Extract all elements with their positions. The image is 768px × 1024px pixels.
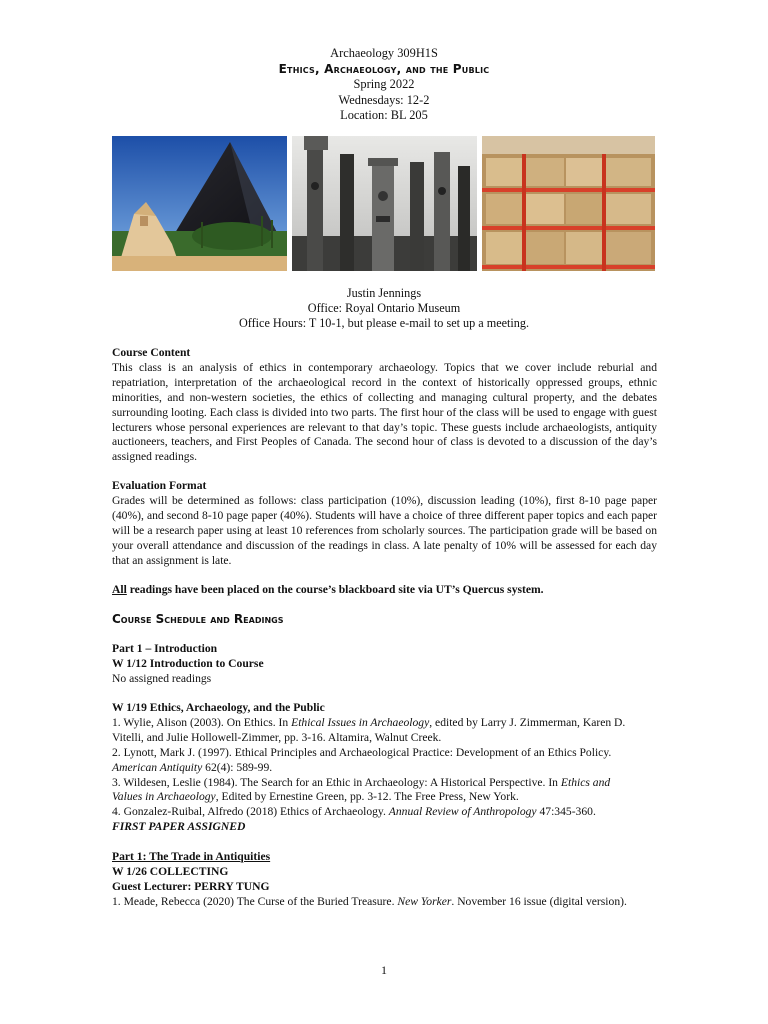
instructor-office: Office: Royal Ontario Museum [307,301,461,316]
part2-block [112,850,657,910]
week-1-19-title: W 1/19 Ethics, Archaeology, and the Public [112,701,325,714]
course-content-section [112,346,657,465]
part1-block [112,642,657,687]
reading-wylie-c: Vitelli, and Julie Hollowell-Zimmer, pp. 3-16. Altamira, Walnut Creek. [112,730,442,744]
reading-wylie-b: , edited by Larry J. Zimmerman, Karen D. [429,715,626,729]
guest-lecturer: Guest Lecturer: PERRY TUNG [112,879,270,893]
readings-notice-text: readings have been placed on the course’s blackboard site via UT’s Quercus system. [126,583,544,596]
part1-title: Part 1 – Introduction [112,642,218,655]
course-content-text: This class is an analysis of ethics in contemporary archaeology. Topics that we cover include reburial and repatriation, interpretation of the archaeological record in the context of historically oppressed groups, ethnic minorities, and non-western societies, the ethics of collecting and managing cultural property, and the debates surrounding looting. Each class is divided into two parts. The first hour of the class will be used to engage with guest lecturers whose personal experiences are relevant to that day’s topic. These guests include archaeologists, antiquity auctioneers, teachers, and First Peoples of Canada. The second hour of class is devoted to a discussion of the day’s assigned readings. [112,360,657,464]
page-number: 1 [381,963,387,977]
course-header [0,46,768,124]
reading-lynott-journal: American Antiquity [112,760,203,774]
archive-boxes-shelves-photo [482,136,655,271]
reading-wildesen-title-2: Values in Archaeology [112,790,216,804]
reading-meade-a: 1. Meade, Rebecca (2020) The Curse of the Buried Treasure. [112,894,398,908]
evaluation-section [112,479,657,568]
readings-notice-all: All [112,583,127,596]
course-title: Ethics, Archaeology, and the Public [278,61,490,76]
instructor-office-hours: Office Hours: T 10-1, but please e-mail to set up a meeting. [238,316,530,331]
week-1-26-title: W 1/26 COLLECTING [112,864,229,878]
course-schedule: Wednesdays: 12-2 [338,92,430,107]
reading-wildesen-2 [112,790,657,805]
week-1-12-title: W 1/12 Introduction to Course [112,656,264,670]
readings-notice [112,583,657,598]
reading-wildesen-title-1: Ethics and [560,775,611,789]
reading-wildesen-b: , Edited by Ernestine Green, pp. 3-12. The Free Press, New York. [215,790,519,804]
evaluation-heading: Evaluation Format [112,479,207,492]
reading-lynott [112,761,657,776]
schedule-heading: Course Schedule and Readings [112,612,284,626]
reading-wildesen-a: 3. Wildesen, Leslie (1984). The Search for an Ethic in Archaeology: A Historical Perspective. In [112,775,561,789]
course-code: Archaeology 309H1S [330,46,438,60]
reading-wylie-a: 1. Wylie, Alison (2003). On Ethics. In [112,715,292,729]
reading-gonzalez-a: 4. Gonzalez-Ruibal, Alfredo (2018) Ethics of Archaeology. [112,805,389,819]
evaluation-text: Grades will be determined as follows: class participation (10%), discussion leading (10%), first 8-10 page paper (40%), and second 8-10 page paper (40%). Students will have a choice of three different paper topics and each paper will be a research paper using at least 10 references from scholarly sources. The participation grade will be based on your overall attendance and discussion of the readings in class. A late penalty of 10% will be assessed for each day that an assignment is late. [112,493,657,567]
course-content-heading: Course Content [112,346,191,359]
course-term: Spring 2022 [353,77,415,91]
reading-lynott-a: 2. Lynott, Mark J. (1997). Ethical Principles and Archaeological Practice: Development of an Ethics Policy. [112,745,612,759]
header-photos [112,136,655,271]
instructor-info [0,286,768,332]
reading-meade-b: . November 16 issue (digital version). [451,894,627,908]
first-paper-assigned: FIRST PAPER ASSIGNED [112,820,246,834]
week-1-19-block [112,701,657,835]
part2-title: Part 1: The Trade in Antiquities [112,850,271,863]
reading-wylie [112,716,657,731]
course-location: Location: BL 205 [340,108,428,122]
week-1-12-note: No assigned readings [112,671,212,685]
totem-poles-photo [292,136,477,271]
instructor-name: Justin Jennings [346,286,422,300]
reading-meade-journal: New Yorker [397,894,452,908]
luxor-pyramid-sphinx-photo [112,136,287,271]
reading-meade [112,895,657,910]
reading-gonzalez [112,805,657,820]
reading-gonzalez-journal: Annual Review of Anthropology [388,805,537,819]
reading-gonzalez-b: 47:345-360. [536,805,596,819]
reading-wildesen [112,776,657,791]
reading-lynott-b: 62(4): 589-99. [202,760,273,774]
reading-wylie-title: Ethical Issues in Archaeology [291,715,430,729]
